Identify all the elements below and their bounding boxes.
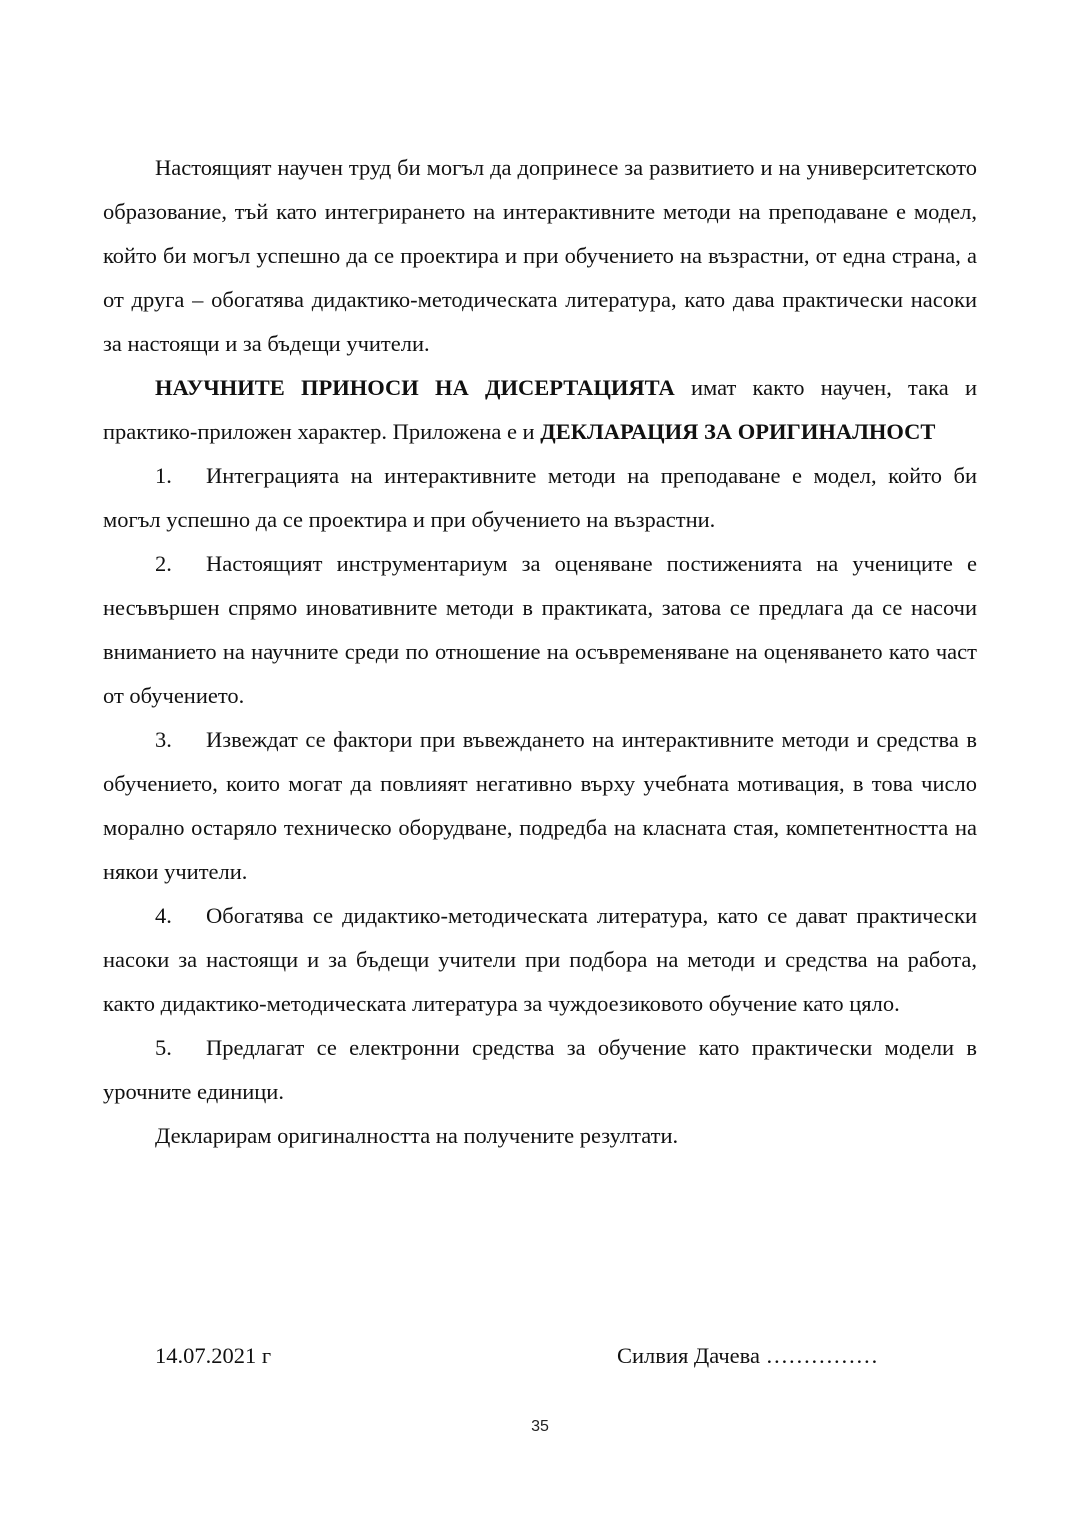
contribution-item-5 (103, 1026, 977, 1114)
contribution-text: Обогатява се дидактико-методическата литература, като се дават практически насоки за настоящи и за бъдещи учители при подбора на методи и средства на работа, както дидактико-методическата литература за чуждоезиковото обучение като цяло. (103, 903, 977, 1016)
contribution-number: 5. (155, 1035, 172, 1060)
contribution-text: Предлагат се електронни средства за обучение като практически модели в урочните единици. (103, 1035, 977, 1104)
document-body (103, 146, 977, 1158)
contribution-item-2 (103, 542, 977, 718)
contribution-item-4 (103, 894, 977, 1026)
contribution-number: 1. (155, 463, 172, 488)
contribution-text: Интеграцията на интерактивните методи на преподаване е модел, който би могъл успешно да се проектира и при обучението на възрастни. (103, 463, 977, 532)
contribution-number: 3. (155, 727, 172, 752)
signature-name: Силвия Дачева …………… (617, 1343, 879, 1368)
contribution-text: Настоящият инструментариум за оценяване постиженията на учениците е несъвършен спрямо иновативните методи в практиката, затова се предлага да се насочи вниманието на научните среди по отношение на осъвременяване на оценяването като част от обучението. (103, 551, 977, 708)
contributions-paragraph (103, 366, 977, 454)
intro-paragraph: Настоящият научен труд би могъл да допринесе за развитието и на университетското образование, тъй като интегрирането на интерактивните методи на преподаване е модел, който би могъл успешно да се проектира и при обучението на възрастни, от една страна, а от друга – обогатява дидактико-методическата литература, като дава практически насоки за настоящи и за бъдещи учители. (103, 155, 977, 356)
contributions-heading: НАУЧНИТЕ ПРИНОСИ НА ДИСЕРТАЦИЯТА (155, 375, 675, 400)
contribution-item-3 (103, 718, 977, 894)
contribution-number: 2. (155, 551, 172, 576)
signature-row (155, 1334, 915, 1378)
declaration-heading: ДЕКЛАРАЦИЯ ЗА ОРИГИНАЛНОСТ (540, 419, 936, 444)
contribution-text: Извеждат се фактори при въвеждането на интерактивните методи и средства в обучението, които могат да повлияят негативно върху учебната мотивация, в това число морално остаряло техническо оборудване, подредба на класната стая, компетентността на някои учители. (103, 727, 977, 884)
declaration-statement: Декларирам оригиналността на получените резултати. (155, 1123, 679, 1148)
contribution-item-1 (103, 454, 977, 542)
contributions-text: имат както научен, така и практико-приложен характер. Приложена е и (103, 375, 977, 444)
signature-date: 14.07.2021 г (155, 1343, 272, 1368)
contribution-number: 4. (155, 903, 172, 928)
page-number: 35 (531, 1418, 549, 1435)
